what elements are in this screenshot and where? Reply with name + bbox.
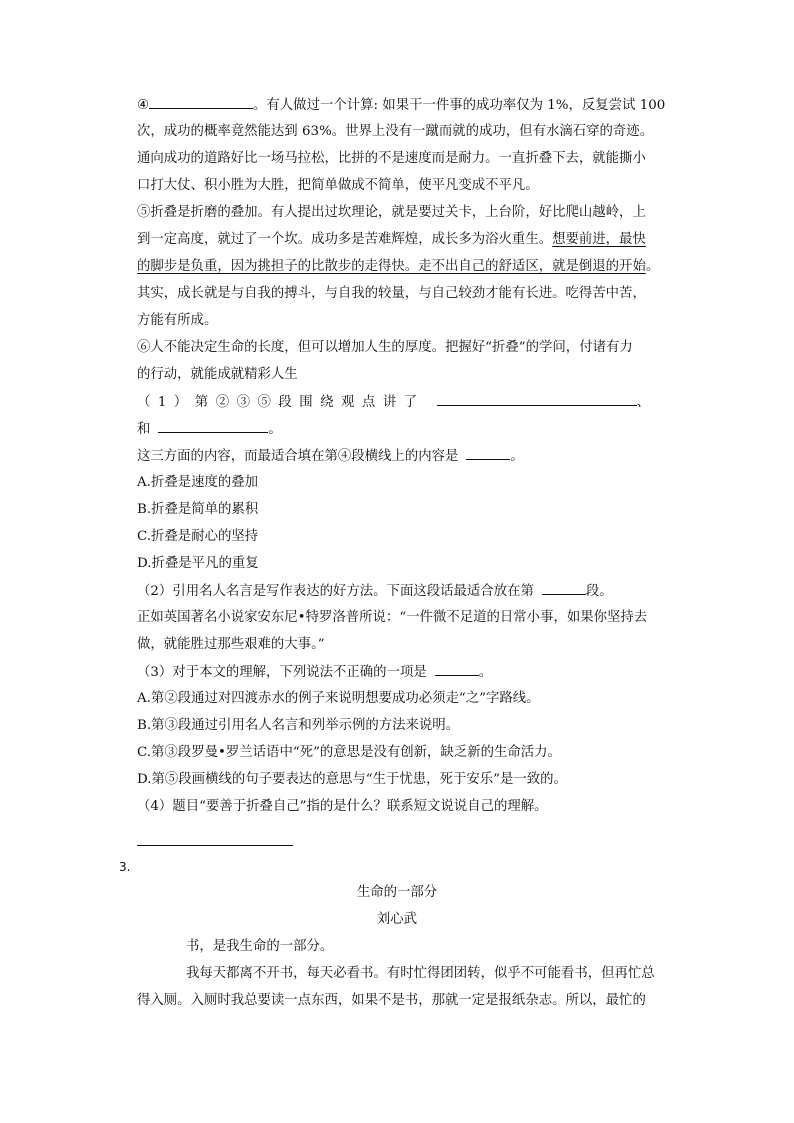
q1-line-3: 这三方面的内容，而最适合填在第④段横线上的内容是 。 xyxy=(137,449,524,464)
q1-answer-blank-1[interactable] xyxy=(437,393,637,406)
q1-prompt: （1）第②③⑤段围绕观点讲了 xyxy=(137,395,425,410)
article-author: 刘心武 xyxy=(376,912,418,927)
q1-line-1: （1）第②③⑤段围绕观点讲了 、 xyxy=(137,395,650,410)
q2-line-2: 正如英国著名小说家安东尼•特罗洛普所说：“一件微不足道的日常小事，如果你坚持去 xyxy=(137,610,648,625)
p4-line-2: 次，成功的概率竟然能达到 63%。世界上没有一蹴而就的成功，但有水滴石穿的奇迹。 xyxy=(137,124,654,139)
q3-answer-blank[interactable] xyxy=(435,663,479,676)
p5-line-4: 其实，成长就是与自我的搏斗，与自我的较量，与自己较劲才能有长进。吃得苦中苦， xyxy=(137,286,646,301)
p4-line-1: ④ 。有人做过一个计算: 如果干一件事的成功率仅为 1%，反复尝试 100 xyxy=(137,98,666,113)
article-para-1: 书，是我生命的一部分。 xyxy=(186,939,334,954)
p6-line-1: ⑥人不能决定生命的长度，但可以增加人生的厚度。把握好“折叠”的学问，付诸有力 xyxy=(137,340,633,355)
p4-line-3: 通向成功的道路好比一场马拉松，比拼的不是速度而是耐力。一直折叠下去，就能撕小 xyxy=(137,151,646,166)
p4-answer-blank[interactable] xyxy=(149,96,253,109)
p5-underlined-sentence-end: 的脚步是负重，因为挑担子的比散步的走得快。走不出自己的舒适区，就是倒退的开始 xyxy=(137,259,646,274)
p4-line-4: 口打大仗、积小胜为大胜，把简单做成不简单，使平凡变成不平凡。 xyxy=(137,178,539,193)
q3-option-a: A.第②段通过对四渡赤水的例子来说明想要成功必须走“之”字路线。 xyxy=(137,691,540,706)
q3-line-1: （3）对于本文的理解，下列说法不正确的一项是 。 xyxy=(137,665,493,680)
q1-answer-blank-3[interactable] xyxy=(466,447,510,460)
p5-line-1: ⑤折叠是折磨的叠加。有人提出过坎理论，就是要过关卡，上台阶，好比爬山越岭，上 xyxy=(137,205,646,220)
q3-option-c: C.第③段罗曼•罗兰话语中“死”的意思是没有创新，缺乏新的生命活力。 xyxy=(137,745,561,760)
q1-option-c: C.折叠是耐心的坚持 xyxy=(137,529,259,544)
section-number: 3. xyxy=(119,860,131,874)
article-title: 生命的一部分 xyxy=(356,885,438,900)
q2-answer-blank[interactable] xyxy=(542,582,586,595)
q4-line-1: （4）题目“要善于折叠自己”指的是什么？联系短文说说自己的理解。 xyxy=(137,799,548,814)
p5-line-5: 方能有所成。 xyxy=(137,313,218,328)
q1-line-2: 和 。 xyxy=(137,422,282,437)
q2-line-3: 做，就能胜过那些艰难的大事。” xyxy=(137,637,325,652)
q4-answer-line[interactable] xyxy=(137,845,293,846)
q1-option-b: B.折叠是简单的累积 xyxy=(137,502,259,517)
q1-option-a: A.折叠是速度的叠加 xyxy=(137,475,259,490)
q2-line-1: （2）引用名人名言是写作表达的好方法。下面这段话最适合放在第 段。 xyxy=(137,584,613,599)
p6-line-2: 的行动，就能成就精彩人生 xyxy=(137,367,298,382)
q1-option-d: D.折叠是平凡的重复 xyxy=(137,556,259,571)
p4-label: ④ xyxy=(137,98,150,113)
article-para-2-line-1: 我每天都离不开书，每天必看书。有时忙得团团转，似乎不可能看书，但再忙总 xyxy=(186,966,655,981)
article-para-2-line-2: 得入厕。入厕时我总要读一点东西，如果不是书，那就一定是报纸杂志。所以，最忙的 xyxy=(137,993,646,1008)
q3-option-b: B.第③段通过引用名人名言和列举示例的方法来说明。 xyxy=(137,718,460,733)
q3-option-d: D.第⑤段画横线的句子要表达的意思与“生于忧患，死于安乐”是一致的。 xyxy=(137,772,567,787)
p5-underlined-sentence-start: 想要前进，最快 xyxy=(552,232,646,247)
p5-line-3: 的脚步是负重，因为挑担子的比散步的走得快。走不出自己的舒适区，就是倒退的开始。 xyxy=(137,259,660,274)
p5-line-2: 到一定高度，就过了一个坎。成功多是苦难辉煌，成长多为浴火重生。想要前进，最快 xyxy=(137,232,646,247)
q1-answer-blank-2[interactable] xyxy=(158,420,268,433)
